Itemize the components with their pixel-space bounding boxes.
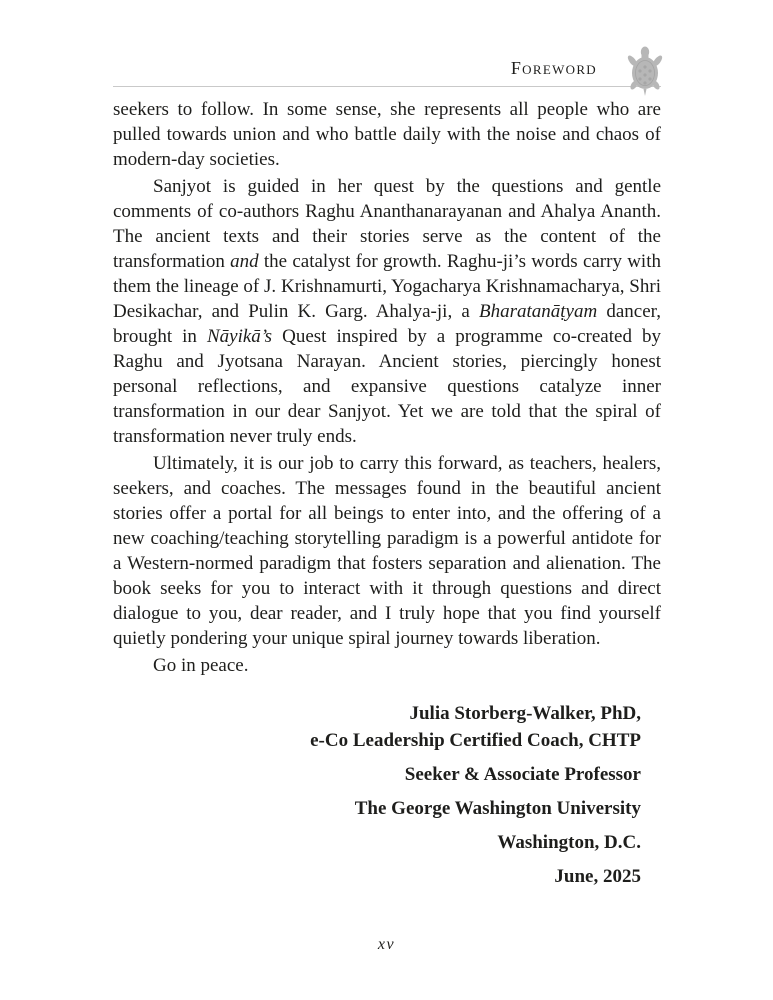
page-header xyxy=(113,0,661,87)
page-footer xyxy=(0,936,773,954)
signature-line: Julia Storberg-Walker, PhD, xyxy=(409,703,641,724)
signature-group xyxy=(113,795,641,822)
italic-text-run: Nāyikā’s xyxy=(206,326,273,347)
foreword-body xyxy=(113,97,661,678)
paragraph xyxy=(113,97,661,172)
paragraph xyxy=(113,653,661,678)
signature-group xyxy=(113,700,641,754)
text-run: the catalyst for growth. Raghu-ji’s words carry with them the lineage of J. Krishnamurti, Yogacharya Krishnamacharya, Shri Desikachar, and Pulin K. Garg. Ahalya-ji, a xyxy=(113,251,661,322)
italic-text-run: and xyxy=(230,251,259,272)
signature-line: e-Co Leadership Certified Coach, CHTP xyxy=(310,730,641,751)
text-run: Ultimately, it is our job to carry this forward, as teachers, healers, seekers, and coaches. The messages found in the beautiful ancient stories offer a portal for all beings to enter into, and the offering of a new coaching/teaching storytelling paradigm is a powerful antidote for a Western-normed paradigm that fosters separation and alienation. The book seeks for you to interact with it through questions and direct dialogue to you, dear reader, and I truly hope that you find yourself quietly pondering your unique spiral journey towards liberation. xyxy=(113,453,661,649)
page-number: xv xyxy=(377,936,396,953)
signature-line: Washington, D.C. xyxy=(497,832,641,853)
header-rule xyxy=(113,86,661,87)
running-head-title: Foreword xyxy=(510,58,597,78)
text-run: Quest inspired by a programme co-created by Raghu and Jyotsana Narayan. Ancient stories, piercingly honest personal reflections, and expansive questions catalyze inner transformation in our dear Sanjyot. Yet we are told that the spiral of transformation never truly ends. xyxy=(113,326,661,447)
signature-block xyxy=(113,700,641,890)
paragraph xyxy=(113,174,661,449)
italic-text-run: Bharatanāṭyam xyxy=(478,301,598,322)
signature-line: Seeker & Associate Professor xyxy=(404,764,641,785)
signature-group xyxy=(113,761,641,788)
signature-group xyxy=(113,863,641,890)
signature-line: June, 2025 xyxy=(554,866,641,887)
text-run: Go in peace. xyxy=(153,655,249,676)
text-run: seekers to follow. In some sense, she represents all people who are pulled towards union and who battle daily with the noise and chaos of modern-day societies. xyxy=(113,99,661,170)
signature-group xyxy=(113,829,641,856)
turtle-icon xyxy=(627,46,663,96)
text-run: dancer, brought in xyxy=(113,301,661,347)
paragraph xyxy=(113,451,661,651)
text-run: Sanjyot is guided in her quest by the questions and gentle comments of co-authors Raghu Ananthanarayanan and Ahalya Ananth. The ancient texts and their stories serve as the content of the transformation xyxy=(113,176,661,272)
signature-line: The George Washington University xyxy=(354,798,641,819)
